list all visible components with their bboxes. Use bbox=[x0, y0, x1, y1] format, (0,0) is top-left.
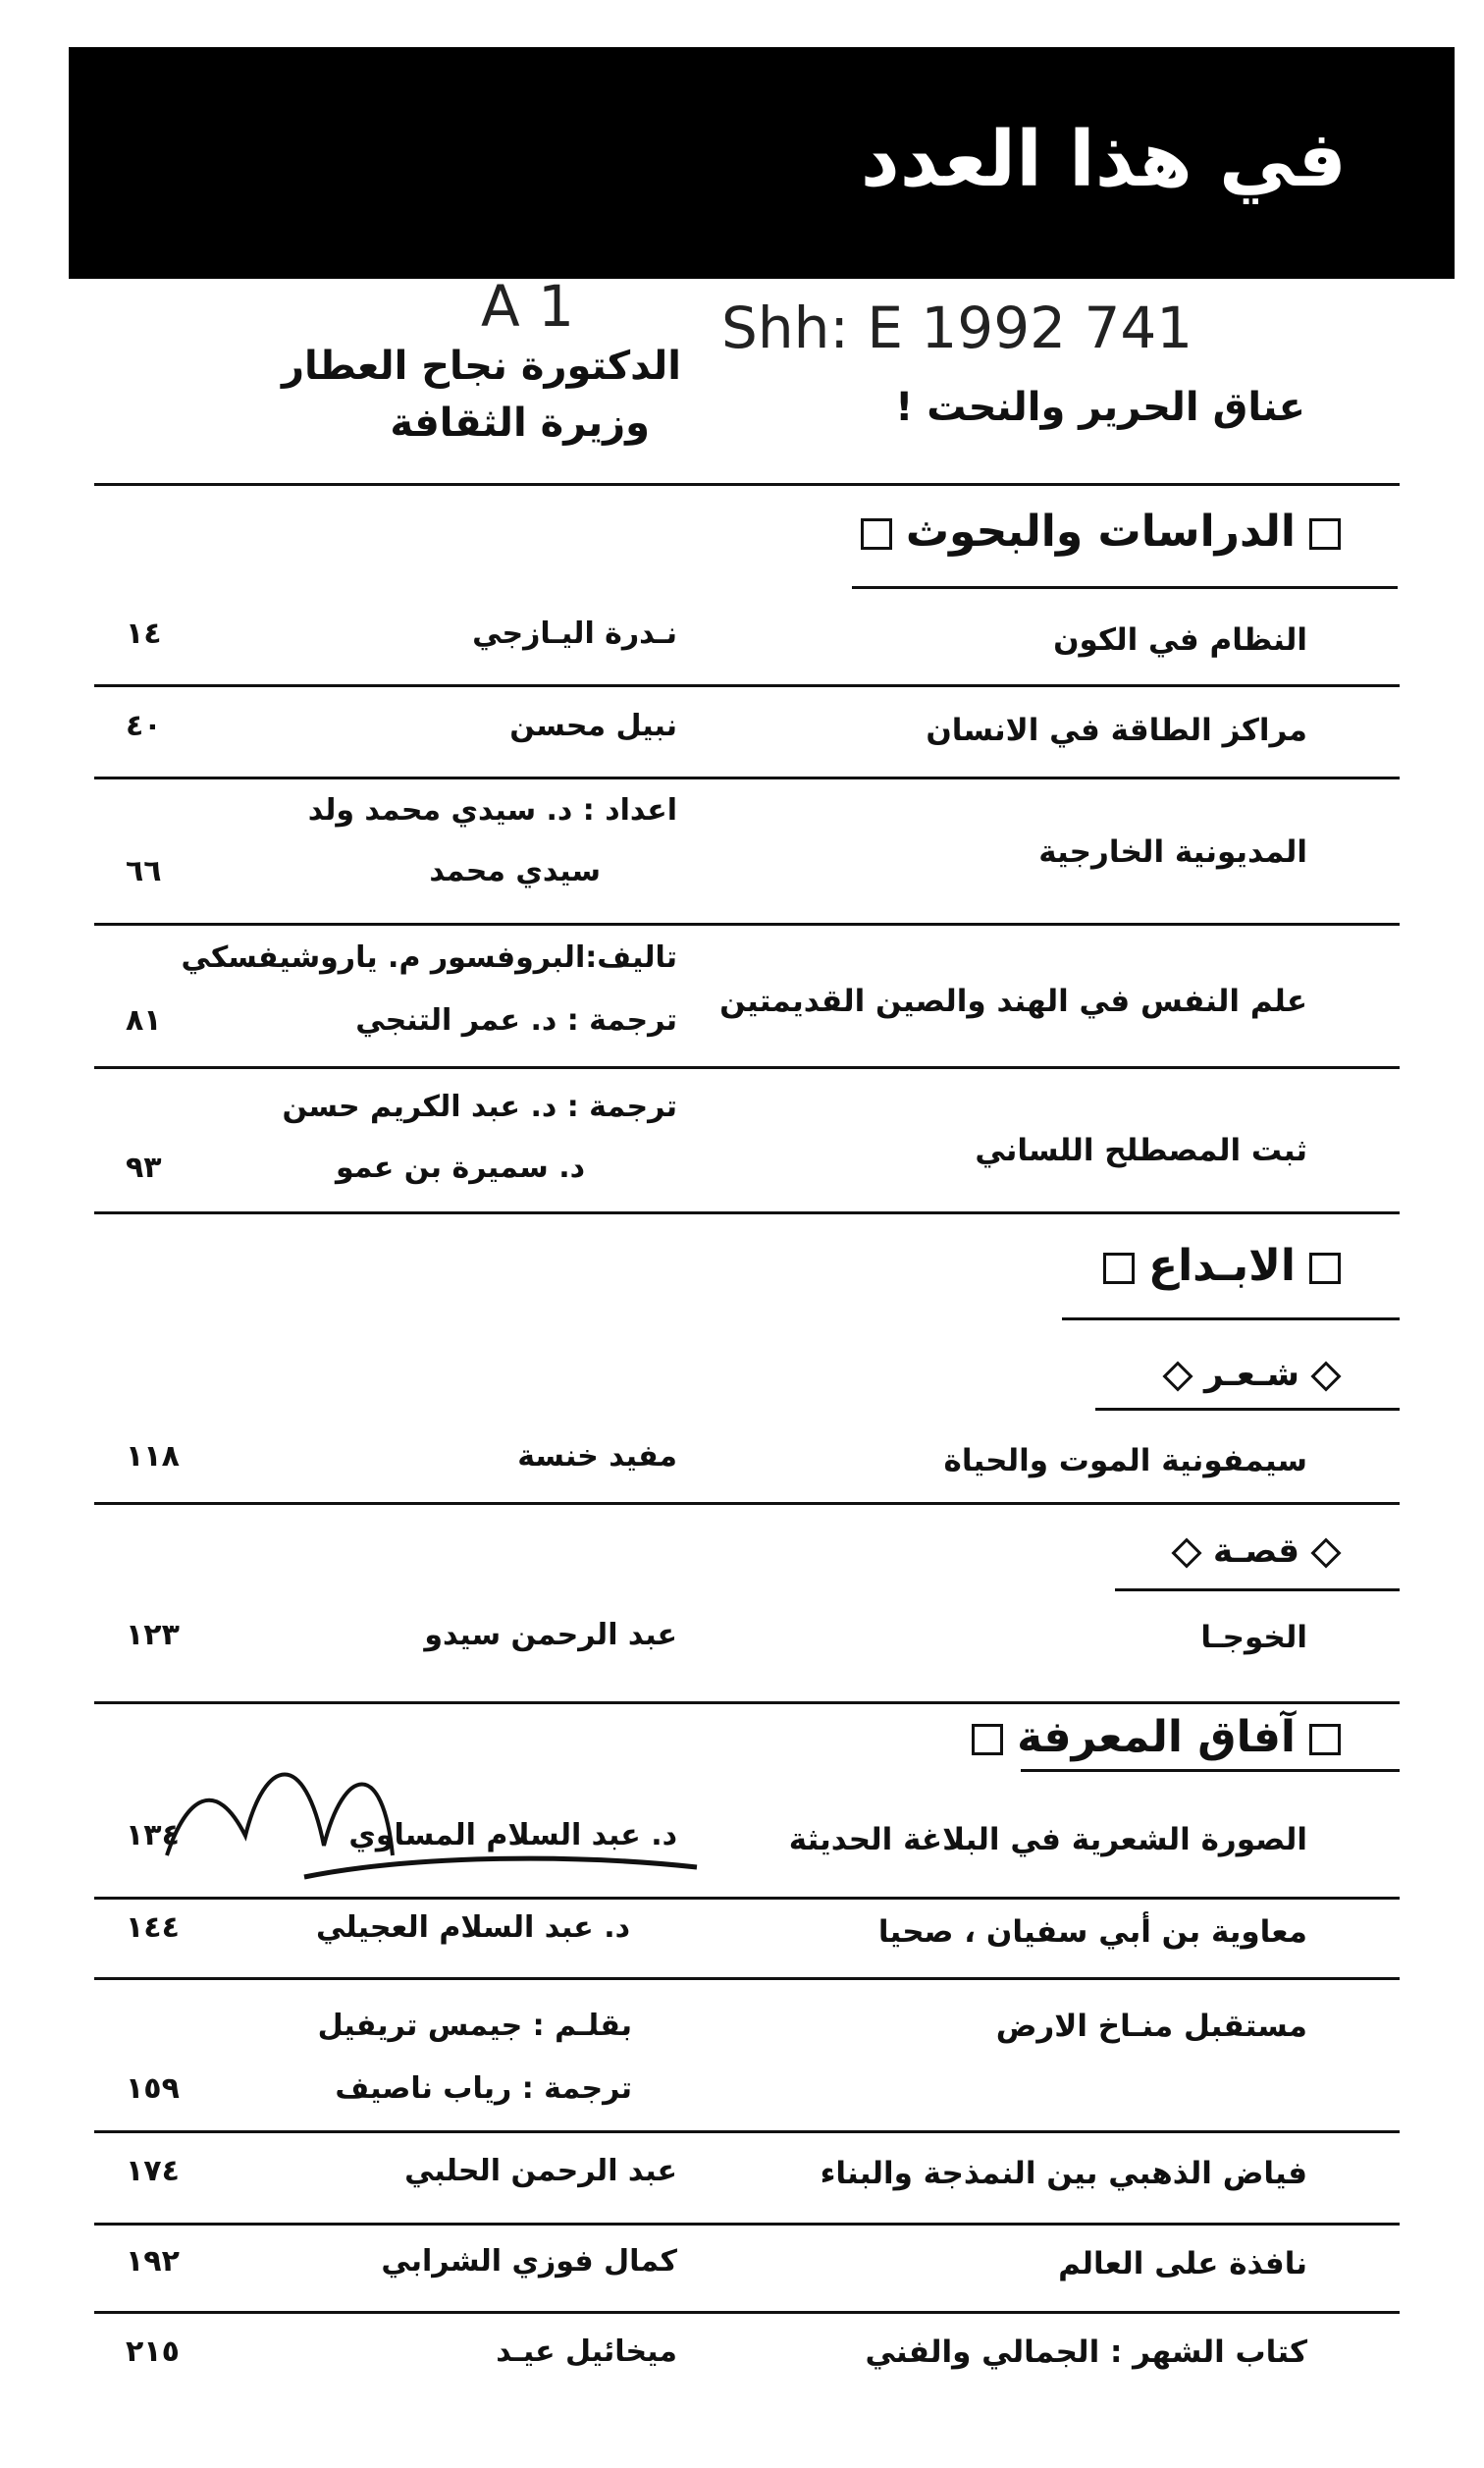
toc-page: ١٩٢ bbox=[126, 2244, 180, 2279]
toc-page: ٨١ bbox=[126, 1003, 162, 1038]
diamond-icon bbox=[1162, 1361, 1192, 1391]
toc-author: د. عبد السلام المساوي bbox=[348, 1818, 677, 1852]
toc-author: تاليف:البروفسور م. ياروشيفسكي bbox=[181, 940, 677, 975]
toc-page: ١٢٣ bbox=[126, 1618, 180, 1652]
section-underline bbox=[1062, 1317, 1400, 1320]
section-label: آفاق المعرفة bbox=[1017, 1712, 1296, 1762]
header-author-role: وزيرة الثقافة bbox=[390, 401, 650, 446]
divider bbox=[94, 2223, 1400, 2226]
toc-author: سيدي محمد bbox=[429, 854, 601, 888]
checkbox-square-icon bbox=[1309, 1724, 1341, 1755]
handwritten-note-left: A 1 bbox=[481, 273, 575, 340]
checkbox-square-icon bbox=[861, 518, 892, 550]
toc-author: نبيل محسن bbox=[509, 709, 677, 743]
toc-page: ٦٦ bbox=[126, 854, 162, 888]
toc-author: اعداد : د. سيدي محمد ولد bbox=[307, 793, 677, 828]
header-article-title: عناق الحرير والنحت ! bbox=[895, 385, 1305, 430]
toc-author: ترجمة : د. عمر التنجي bbox=[355, 1003, 677, 1038]
toc-page: ٤٠ bbox=[126, 709, 162, 743]
diamond-icon bbox=[1310, 1537, 1341, 1568]
toc-title: مستقبل منـاخ الارض bbox=[995, 2009, 1307, 2044]
divider bbox=[94, 1701, 1400, 1704]
section-studies bbox=[847, 507, 1354, 557]
divider bbox=[94, 2311, 1400, 2314]
section-underline bbox=[852, 586, 1398, 589]
toc-author: عبد الرحمن الحلبي bbox=[404, 2154, 677, 2188]
divider bbox=[94, 923, 1400, 926]
section-horizons bbox=[958, 1712, 1354, 1762]
handwritten-signature-scribble bbox=[157, 1738, 707, 1895]
divider bbox=[94, 1897, 1400, 1900]
divider bbox=[94, 1211, 1400, 1214]
toc-author: د. عبد السلام العجيلي bbox=[316, 1910, 630, 1945]
toc-title: نافذة على العالم bbox=[1058, 2246, 1307, 2281]
toc-page: ١٤٤ bbox=[126, 1910, 180, 1945]
toc-author: عبد الرحمن سيدو bbox=[424, 1618, 677, 1652]
divider bbox=[94, 777, 1400, 779]
divider bbox=[94, 1977, 1400, 1980]
divider bbox=[94, 684, 1400, 687]
toc-title: سيمفونية الموت والحياة bbox=[943, 1443, 1307, 1478]
subsection-poetry bbox=[1151, 1355, 1352, 1394]
toc-author: كمال فوزي الشرابي bbox=[381, 2244, 677, 2279]
toc-author: ترجمة : د. عبد الكريم حسن bbox=[282, 1090, 677, 1124]
toc-title: علم النفس في الهند والصين القديمتين bbox=[719, 984, 1307, 1019]
toc-title: كتاب الشهر : الجمالي والفني bbox=[865, 2334, 1307, 2370]
toc-title: مراكز الطاقة في الانسان bbox=[926, 713, 1307, 748]
toc-title: معاوية بن أبي سفيان ، صحيا bbox=[877, 1914, 1307, 1950]
handwritten-note-right: Shh: E 1992 741 bbox=[721, 295, 1193, 361]
subsection-story bbox=[1160, 1531, 1352, 1571]
toc-author: ميخائيل عيـد bbox=[496, 2334, 677, 2369]
toc-page: ١١٨ bbox=[126, 1439, 180, 1474]
divider bbox=[94, 483, 1400, 486]
toc-page: ١٣٤ bbox=[126, 1818, 180, 1852]
divider bbox=[94, 1066, 1400, 1069]
toc-page: ٩٣ bbox=[126, 1151, 162, 1185]
toc-author: نـدرة اليـازجي bbox=[472, 617, 677, 651]
section-label: الدراسات والبحوث bbox=[905, 507, 1296, 557]
toc-page: ٢١٥ bbox=[126, 2334, 180, 2369]
toc-page: ١٥٩ bbox=[126, 2071, 180, 2106]
checkbox-square-icon bbox=[972, 1724, 1003, 1755]
toc-author: د. سميرة بن عمو bbox=[335, 1151, 585, 1185]
toc-page: ١٧٤ bbox=[126, 2154, 180, 2188]
checkbox-square-icon bbox=[1309, 1253, 1341, 1284]
subsection-label: قصـة bbox=[1212, 1531, 1299, 1571]
toc-title: النظام في الكون bbox=[1053, 622, 1307, 658]
subsection-underline bbox=[1115, 1588, 1400, 1591]
section-underline bbox=[1021, 1769, 1400, 1772]
section-creativity bbox=[1089, 1241, 1354, 1291]
divider bbox=[94, 1502, 1400, 1505]
toc-page: ١٤ bbox=[126, 617, 162, 651]
header-author: الدكتورة نجاح العطار bbox=[281, 344, 681, 389]
subsection-label: شـعـر bbox=[1203, 1355, 1299, 1394]
diamond-icon bbox=[1171, 1537, 1201, 1568]
toc-author: مفيد خنسة bbox=[517, 1439, 677, 1474]
toc-title: فياض الذهبي بين النمذجة والبناء bbox=[820, 2156, 1307, 2191]
toc-title: الخوجـا bbox=[1200, 1620, 1307, 1655]
toc-author: بقلـم : جيمس تريفيل bbox=[317, 2009, 632, 2043]
toc-title: المديونية الخارجية bbox=[1038, 834, 1307, 870]
diamond-icon bbox=[1310, 1361, 1341, 1391]
toc-title: ثبت المصطلح اللساني bbox=[975, 1133, 1307, 1168]
checkbox-square-icon bbox=[1309, 518, 1341, 550]
checkbox-square-icon bbox=[1103, 1253, 1135, 1284]
toc-title: الصورة الشعرية في البلاغة الحديثة bbox=[788, 1822, 1307, 1857]
subsection-underline bbox=[1095, 1408, 1400, 1411]
banner-title: في هذا العدد bbox=[860, 116, 1347, 204]
section-label: الابـداع bbox=[1148, 1241, 1296, 1291]
divider bbox=[94, 2130, 1400, 2133]
toc-author: ترجمة : رياب ناصيف bbox=[335, 2071, 632, 2106]
header-banner bbox=[69, 47, 1455, 279]
